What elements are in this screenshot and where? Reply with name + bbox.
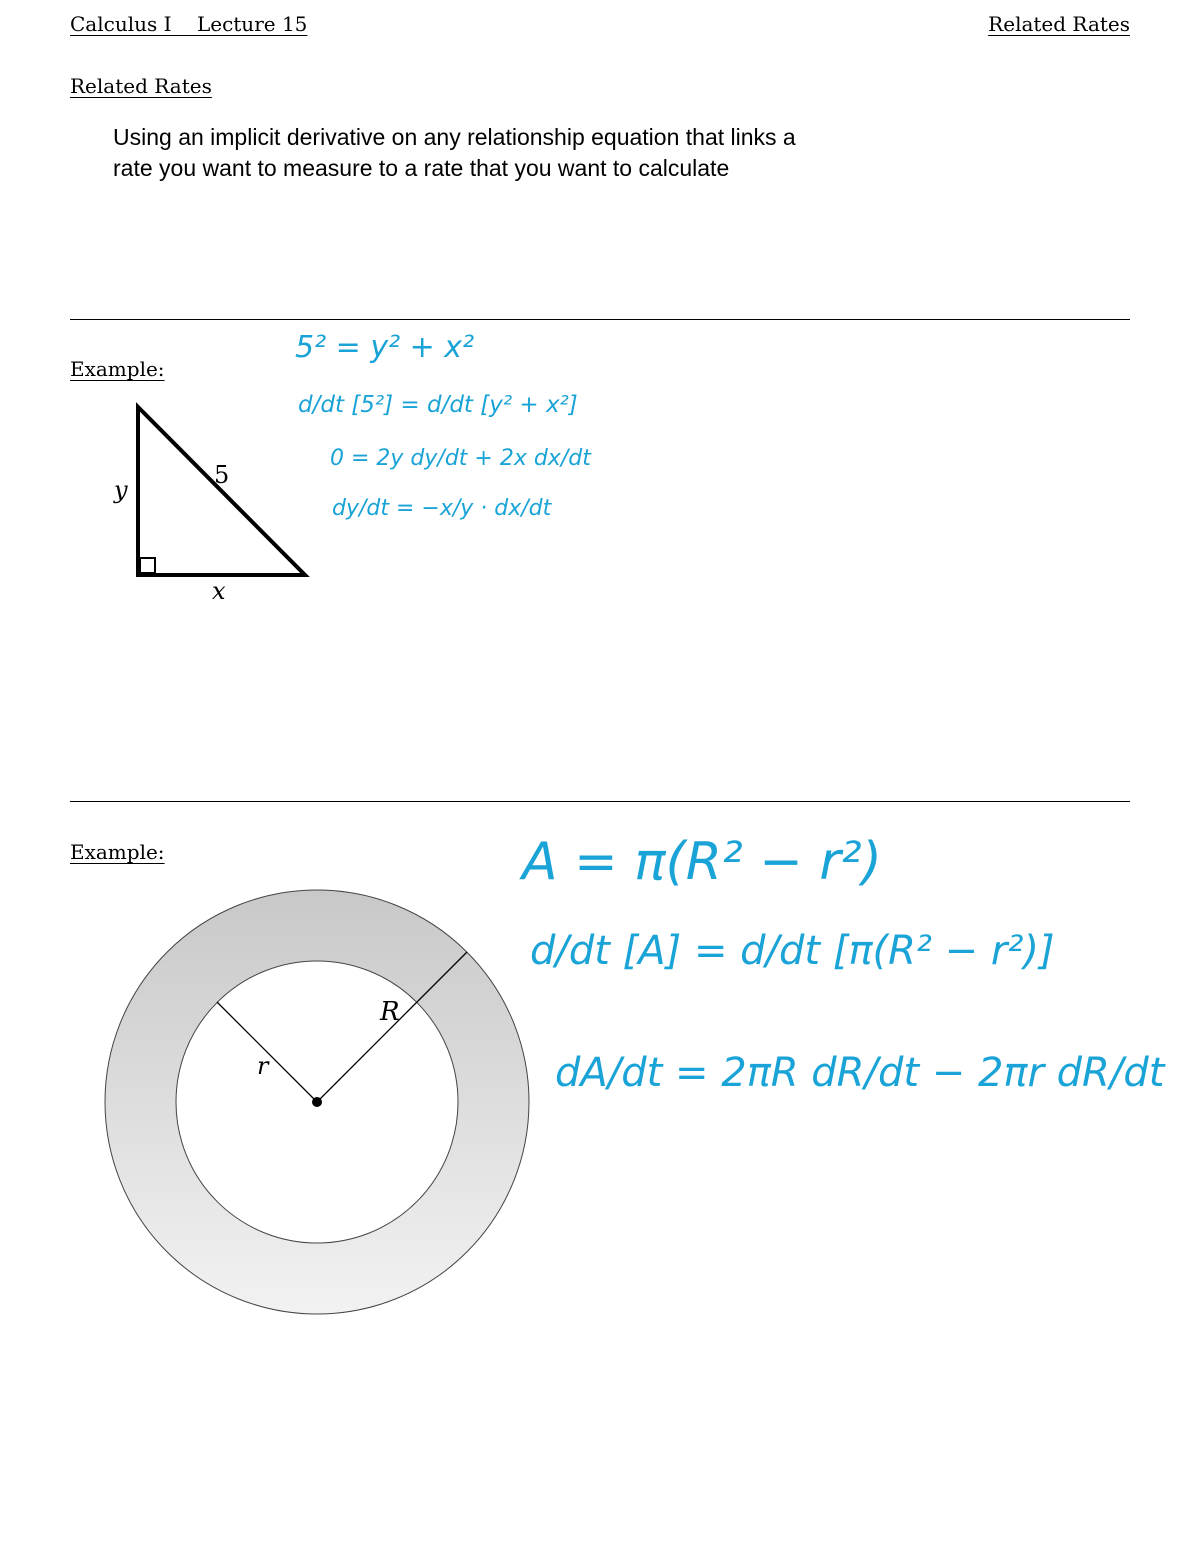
course-name: Calculus I [70,12,172,36]
handwriting-eq3: 0 = 2y dy/dt + 2x dx/dt [330,446,591,471]
handwriting-derivative-result: dA/dt = 2πR dR/dt − 2πr dR/dt [555,1050,1165,1096]
section-divider [70,801,1130,802]
label-hypotenuse: 5 [214,461,230,489]
header-course [70,12,307,36]
right-triangle-diagram [100,395,330,610]
header-topic: Related Rates [988,12,1130,36]
section-divider [70,319,1130,320]
label-y: y [114,476,128,504]
label-r: r [257,1052,269,1080]
handwriting-eq2: d/dt [5²] = d/dt [y² + x²] [298,392,578,418]
label-x: x [212,577,226,605]
lecture-number: Lecture 15 [196,12,308,36]
annulus-diagram [100,882,540,1322]
label-R: R [380,997,400,1027]
handwriting-eq4: dy/dt = −x/y · dx/dt [332,496,552,521]
triangle-shape [138,407,305,575]
example-label: Example: [70,357,165,381]
handwriting-area-formula: A = π(R² − r²) [522,832,882,892]
handwriting-eq1: 5² = y² + x² [295,330,475,365]
example-label: Example: [70,840,165,864]
intro-paragraph: Using an implicit derivative on any relationship equation that links a rate you want to measure to a rate that you want to calculate [113,124,796,181]
handwriting-derivative-setup: d/dt [A] = d/dt [π(R² − r²)] [530,928,1055,974]
section-title: Related Rates [70,74,212,98]
center-point [312,1097,322,1107]
right-angle-marker [140,558,155,573]
